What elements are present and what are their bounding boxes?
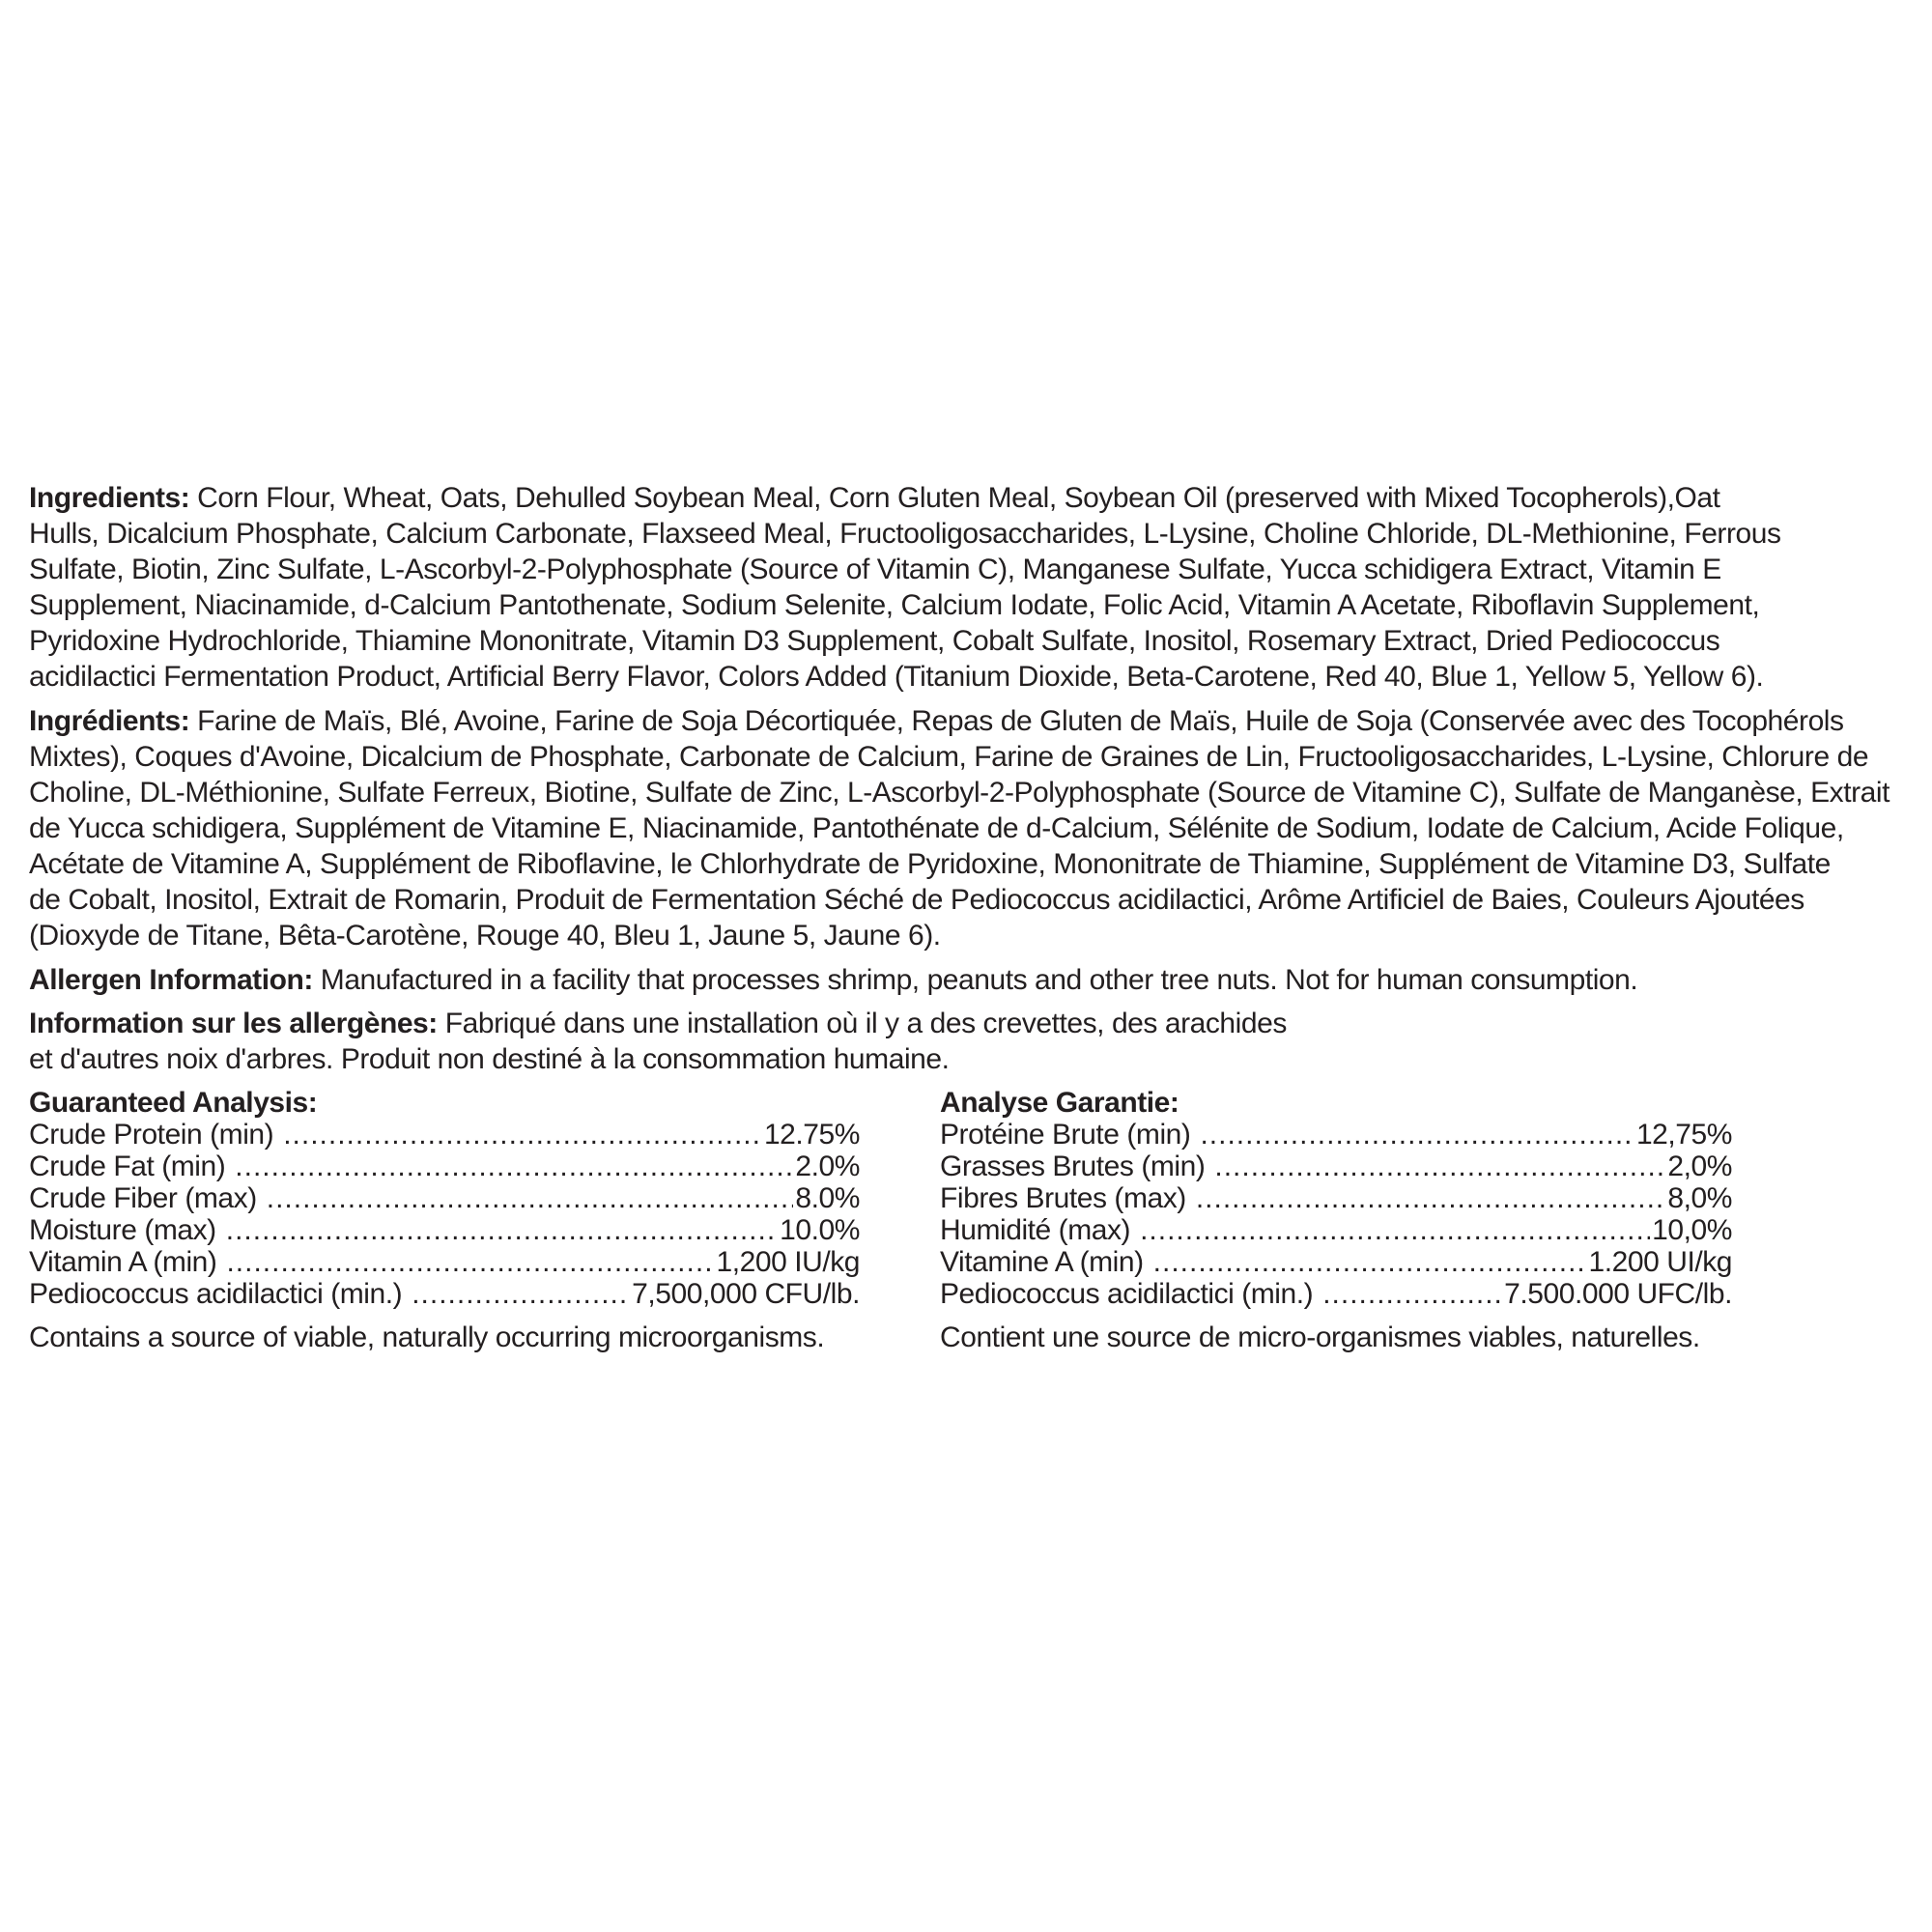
dot-leader	[1196, 1182, 1666, 1214]
ingredients-en-line: Ingredients: Corn Flour, Wheat, Oats, Dehulled Soybean Meal, Corn Gluten Meal, Soybean Oil (preserved with Mixed Tocopherols),Oat	[29, 482, 1720, 514]
analysis-row: Fibres Brutes (max) ..... 8,0%	[940, 1182, 1732, 1214]
analysis-row: Crude Fiber (max) ..... 8.0%	[29, 1182, 860, 1214]
dot-leader	[1200, 1119, 1634, 1151]
ingredients-fr-line: (Dioxyde de Titane, Bêta-Carotène, Rouge 40, Bleu 1, Jaune 5, Jaune 6).	[29, 920, 941, 952]
analysis-fr-title: Analyse Garantie:	[940, 1087, 1179, 1119]
analysis-row: Grasses Brutes (min) ..... 2,0%	[940, 1151, 1732, 1182]
guaranteed-analysis-en	[29, 1087, 860, 1353]
analysis-row: Protéine Brute (min) ..... 12,75%	[940, 1119, 1732, 1151]
ingredients-en-heading: Ingredients:	[29, 482, 190, 514]
ingredients-en-line: Supplement, Niacinamide, d-Calcium Pantothenate, Sodium Selenite, Calcium Iodate, Folic Acid, Vitamin A Acetate, Riboflavin Supplement,	[29, 589, 1760, 621]
dot-leader	[1153, 1246, 1587, 1278]
ingredients-fr-heading: Ingrédients:	[29, 705, 190, 737]
allergen-fr-line: Information sur les allergènes: Fabriqué dans une installation où il y a des crevettes, des arachides	[29, 1008, 1287, 1039]
dot-leader	[283, 1119, 762, 1151]
analysis-row: Humidité (max) ..... 10,0%	[940, 1214, 1732, 1246]
allergen-en-line: Allergen Information: Manufactured in a facility that processes shrimp, peanuts and other tree nuts. Not for human consumption.	[29, 964, 1638, 996]
analysis-fr-table	[940, 1119, 1732, 1310]
analysis-row: Pediococcus acidilactici (min.) ..... 7,500,000 CFU/lb.	[29, 1278, 860, 1310]
ingredients-en-line: acidilactici Fermentation Product, Artificial Berry Flavor, Colors Added (Titanium Dioxide, Beta-Carotene, Red 40, Blue 1, Yellow 5, Yellow 6).	[29, 661, 1764, 693]
ingredients-fr-line: Mixtes), Coques d'Avoine, Dicalcium de Phosphate, Carbonate de Calcium, Farine de Graines de Lin, Fructooligosaccharides, L-Lysine, Chlorure de	[29, 741, 1869, 773]
product-label-text	[29, 480, 1913, 1085]
dot-leader	[267, 1182, 794, 1214]
analysis-fr-note: Contient une source de micro-organismes viables, naturelles.	[940, 1321, 1700, 1353]
guaranteed-analysis-fr	[940, 1087, 1742, 1353]
allergen-en-paragraph	[29, 962, 1913, 998]
dot-leader	[1214, 1151, 1665, 1182]
analysis-row: Pediococcus acidilactici (min.) ..... 7.500.000 UFC/lb.	[940, 1278, 1732, 1310]
dot-leader	[235, 1151, 793, 1182]
analysis-row: Vitamine A (min) ..... 1.200 UI/kg	[940, 1246, 1732, 1278]
ingredients-fr-line: de Yucca schidigera, Supplément de Vitamine E, Niacinamide, Pantothénate de d-Calcium, Sélénite de Sodium, Iodate de Calcium, Acide Folique,	[29, 812, 1844, 844]
analysis-row: Vitamin A (min) ..... 1,200 IU/kg	[29, 1246, 860, 1278]
ingredients-en-line: Sulfate, Biotin, Zinc Sulfate, L-Ascorbyl-2-Polyphosphate (Source of Vitamin C), Manganese Sulfate, Yucca schidigera Extract, Vitamin E	[29, 554, 1721, 585]
allergen-fr-paragraph	[29, 1006, 1913, 1077]
ingredients-fr-paragraph	[29, 703, 1913, 953]
ingredients-fr-line: de Cobalt, Inositol, Extrait de Romarin, Produit de Fermentation Séché de Pediococcus acidilactici, Arôme Artificiel de Baies, Couleurs Ajoutées	[29, 884, 1804, 916]
ingredients-en-paragraph	[29, 480, 1913, 695]
ingredients-en-line: Hulls, Dicalcium Phosphate, Calcium Carbonate, Flaxseed Meal, Fructooligosaccharides, L-Lysine, Choline Chloride, DL-Methionine, Ferrous	[29, 518, 1781, 550]
allergen-fr-heading: Information sur les allergènes:	[29, 1008, 438, 1039]
analysis-en-title: Guaranteed Analysis:	[29, 1087, 318, 1119]
ingredients-fr-line: Ingrédients: Farine de Maïs, Blé, Avoine, Farine de Soja Décortiquée, Repas de Gluten de Maïs, Huile de Soja (Conservée avec des Tocophérols	[29, 705, 1844, 737]
analysis-row: Moisture (max) ..... 10.0%	[29, 1214, 860, 1246]
analysis-en-table	[29, 1119, 860, 1310]
dot-leader	[226, 1214, 778, 1246]
analysis-row: Crude Fat (min) ..... 2.0%	[29, 1151, 860, 1182]
allergen-fr-line: et d'autres noix d'arbres. Produit non destiné à la consommation humaine.	[29, 1043, 950, 1075]
ingredients-fr-line: Choline, DL-Méthionine, Sulfate Ferreux, Biotine, Sulfate de Zinc, L-Ascorbyl-2-Polyphosphate (Source de Vitamine C), Sulfate de Manganèse, Extrait	[29, 777, 1889, 809]
dot-leader	[1322, 1278, 1502, 1310]
allergen-en-heading: Allergen Information:	[29, 964, 313, 996]
dot-leader	[412, 1278, 630, 1310]
ingredients-en-line: Pyridoxine Hydrochloride, Thiamine Mononitrate, Vitamin D3 Supplement, Cobalt Sulfate, Inositol, Rosemary Extract, Dried Pediococcus	[29, 625, 1720, 657]
analysis-row: Crude Protein (min) ..... 12.75%	[29, 1119, 860, 1151]
ingredients-fr-line: Acétate de Vitamine A, Supplément de Riboflavine, le Chlorhydrate de Pyridoxine, Mononitrate de Thiamine, Supplément de Vitamine D3, Sulfate	[29, 848, 1831, 880]
dot-leader	[1140, 1214, 1650, 1246]
dot-leader	[226, 1246, 714, 1278]
analysis-en-note: Contains a source of viable, naturally occurring microorganisms.	[29, 1321, 825, 1353]
